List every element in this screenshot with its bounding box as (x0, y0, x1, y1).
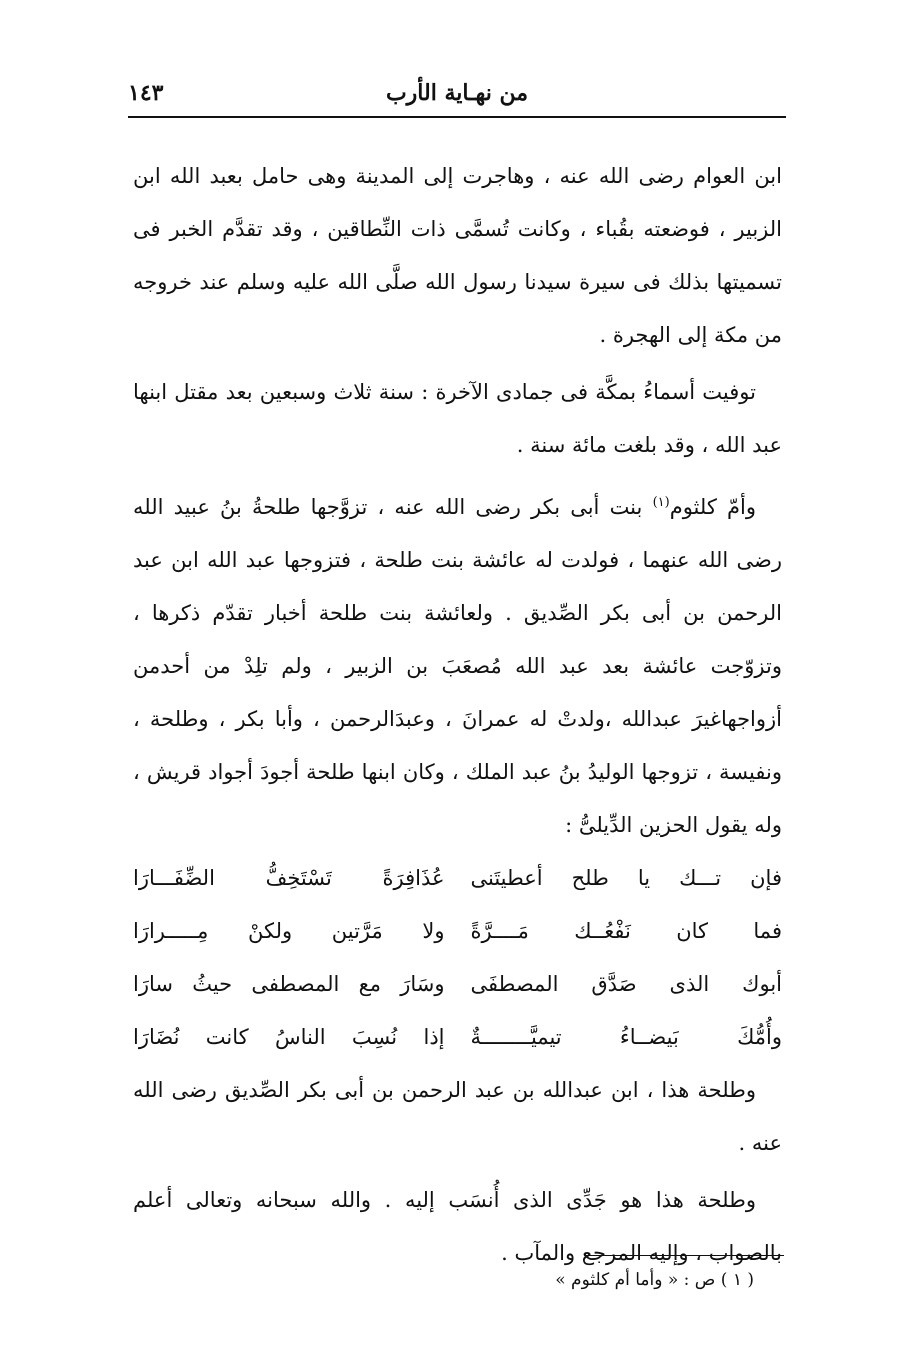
verse-first-hemistich: أبوك الذى صَدَّق المصطفَى (470, 972, 782, 996)
main-text (133, 150, 782, 1280)
running-header (128, 78, 786, 118)
paragraph-1: ابن العوام رضى الله عنه ، وهاجرت إلى المدينة وهى حامل بعبد الله ابن الزبير ، فوضعته بقُباء ، وكانت تُسمَّى ذات النِّطاقين ، وقد تقدَّم الخبر فى تسميتها بذلك فى سيرة سيدنا رسول الله صلَّى الله عليه وسلم عند خروجه من مكة إلى الهجرة . (133, 164, 782, 347)
paragraph-3 (133, 476, 782, 852)
footnote: ( ١ ) ص : « وأما أم كلثوم » (555, 1270, 754, 1290)
page-number: ١٤٣ (128, 80, 164, 106)
verse-line (133, 905, 782, 958)
verse-second-hemistich: ولا مَرَّتين ولكنْ مِـــــرارَا (133, 919, 445, 943)
footnote-divider (584, 1255, 784, 1256)
verse-first-hemistich: وأُمُّكَ بَيضــاءُ تيميَّــــــــةٌ (470, 1025, 782, 1049)
paragraph-5: وطلحة هذا هو جَدِّى الذى أُنسَب إليه . والله سبحانه وتعالى أعلم بالصواب ، وإليه المرجع والمآب . (133, 1188, 782, 1265)
verse-first-hemistich: فإن تـــك يا طلح أعطيتَنى (470, 866, 782, 890)
verse-line (133, 958, 782, 1011)
verse-first-hemistich: فما كان نَفْعُــك مَــــرَّةً (470, 919, 782, 943)
verse-second-hemistich: إذا نُسِبَ الناسُ كانت نُضَارَا (133, 1025, 445, 1049)
verse-second-hemistich: عُذَافِرَةً تَسْتَخِفُّ الضِّفَـــارَا (133, 866, 445, 890)
paragraph-3-text: بنت أبى بكر رضى الله عنه ، تزوَّجها طلحةُ بنُ عبيد الله رضى الله عنهما ، فولدت له عائشة بنت طلحة ، فتزوجها عبد الله ابن عبد الرحمن بن أبى بكر الصِّديق . ولعائشة بنت طلحة أخبار تقدّم ذكرها ، وتزوّجت عائشة بعد عبد الله مُصعَبَ بن الزبير ، ولم تلِدْ من أحدمن أزواجهاغيرَ عبدالله ،ولدتْ له عمرانَ ، وعبدَالرحمن ، وأبا بكر ، وطلحة ، ونفيسة ، تزوجها الوليدُ بنُ عبد الملك ، وكان ابنها طلحة أجودَ أجواد قريش ، وله يقول الحزين الدِّيلىُّ : (133, 495, 782, 837)
running-title: من نهـاية الأرب (385, 80, 529, 106)
verse-line (133, 852, 782, 905)
paragraph-3-lead: وأمّ كلثوم (669, 495, 756, 519)
paragraph-4: وطلحة هذا ، ابن عبدالله بن عبد الرحمن بن أبى بكر الصِّديق رضى الله عنه . (133, 1078, 782, 1155)
verse-second-hemistich: وسَارَ مع المصطفى حيثُ سارَا (133, 972, 445, 996)
paragraph-2: توفيت أسماءُ بمكَّة فى جمادى الآخرة : سنة ثلاث وسبعين بعد مقتل ابنها عبد الله ، وقد بلغت مائة سنة . (133, 380, 782, 457)
verse-line (133, 1011, 782, 1064)
footnote-marker: (١) (652, 495, 670, 510)
